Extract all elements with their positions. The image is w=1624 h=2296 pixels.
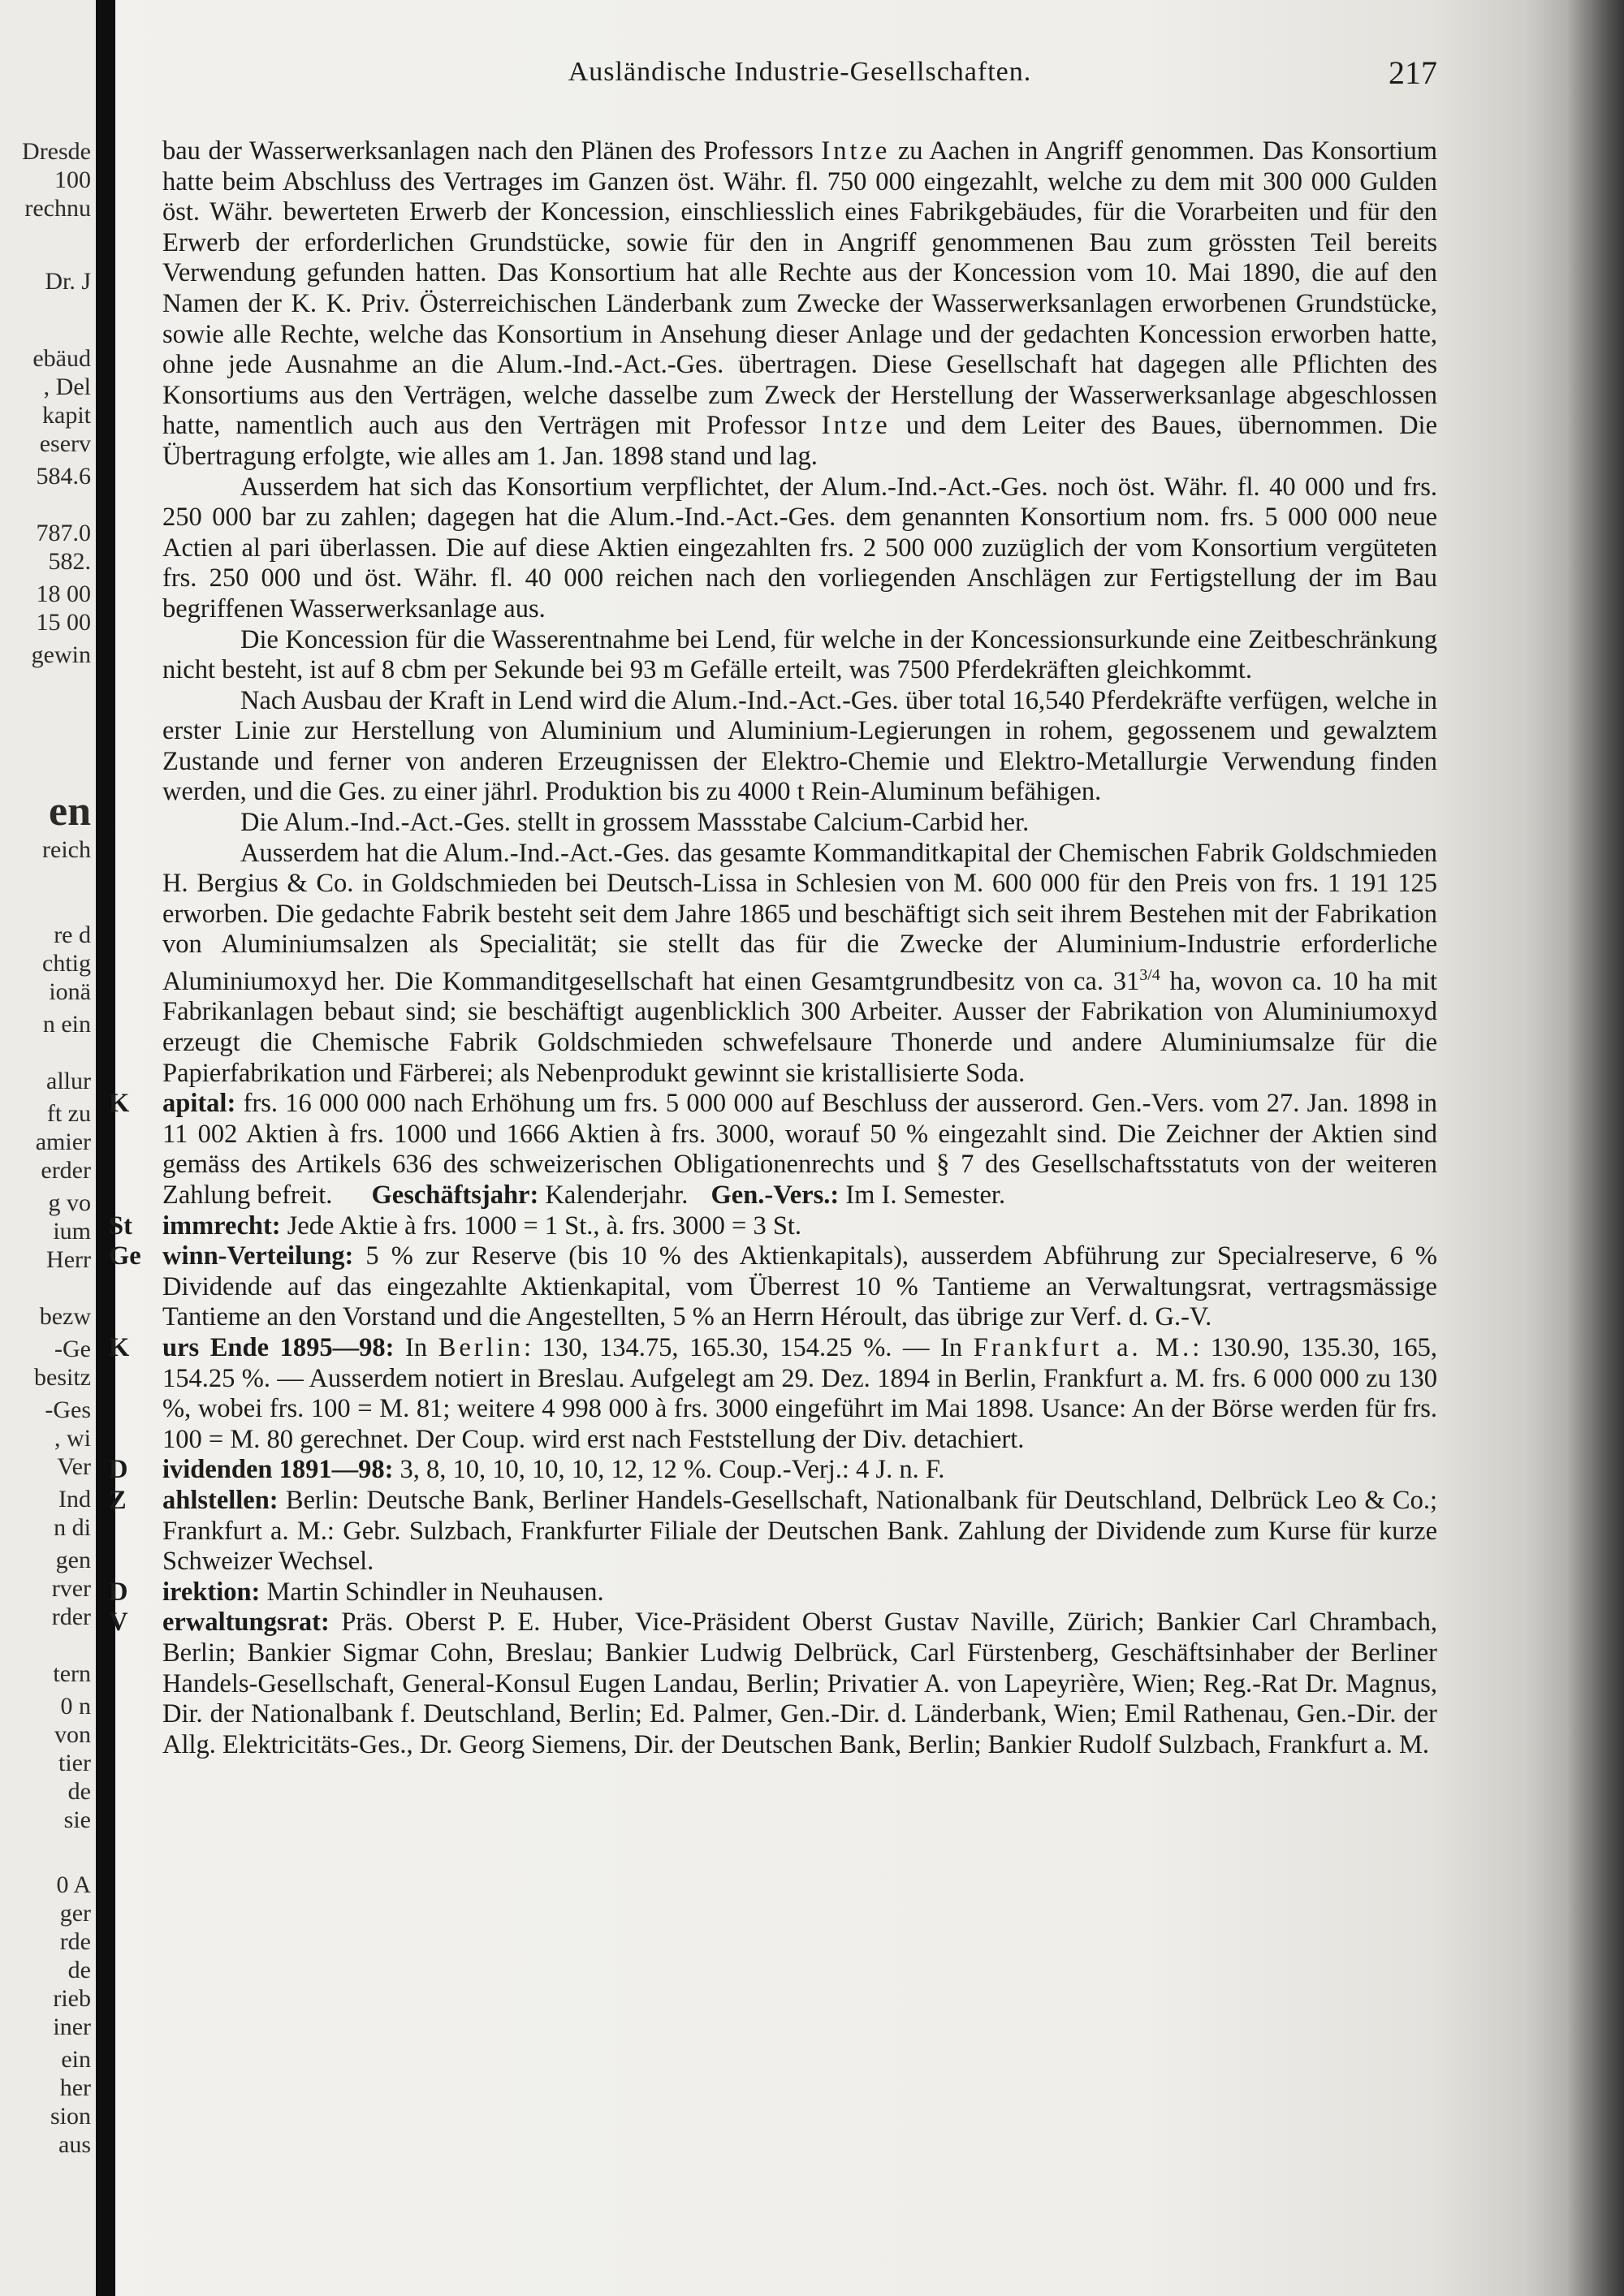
previous-page-fragment: 584.6 — [36, 463, 91, 490]
previous-page-fragment: Ver — [57, 1453, 91, 1480]
entry-label: winn-Verteilung: — [162, 1241, 354, 1271]
previous-page-fragment: erder — [41, 1157, 91, 1184]
previous-page-fragment: sion — [50, 2103, 91, 2130]
entry-dividenden: D ividenden 1891—98: 3, 8, 10, 10, 10, 10, 12, 12 %. Coup.-Verj.: 4 J. n. F. — [109, 1455, 945, 1485]
previous-page-fragment: de — [67, 1778, 91, 1805]
entry-label: immrecht: — [162, 1211, 281, 1241]
previous-page-fragment: ebäud — [32, 345, 91, 372]
previous-page-fragment: 100 — [54, 166, 91, 193]
page-edge-shadow — [1567, 0, 1624, 2296]
entry-initial: St — [109, 1211, 132, 1241]
previous-page-edge — [0, 0, 96, 2296]
previous-page-fragment: tern — [53, 1660, 91, 1687]
name-intze: Intze — [821, 411, 891, 441]
entry-initial: Z — [109, 1485, 127, 1515]
book-gutter — [96, 0, 115, 2296]
entry-label: ahlstellen: — [162, 1485, 279, 1515]
previous-page-fragment: sie — [63, 1806, 91, 1833]
previous-page-fragment: iner — [53, 2013, 91, 2040]
previous-page-fragment: 0 A — [56, 1871, 91, 1898]
entry-label: irektion: — [162, 1577, 261, 1607]
entry-initial: Ge — [109, 1241, 141, 1271]
previous-page-fragment: Ind — [58, 1486, 91, 1513]
entry-initial: K — [109, 1089, 130, 1119]
previous-page-fragment: Dr. J — [45, 268, 91, 295]
paragraph-concession: Die Koncession für die Wasserentnahme bei Lend, für welche in der Koncessionsurkunde eine Zeitbeschränkung nicht besteht, ist auf 8 cbm per Sekunde bei 93 m Gefälle erteilt, was 7500 Pferdekräften gleichkommt. — [162, 624, 1437, 685]
entry-label-genvers: Gen.-Vers.: — [710, 1180, 840, 1211]
previous-page-fragment: ft zu — [46, 1100, 91, 1127]
previous-page-fragment: rder — [51, 1603, 91, 1630]
fraction: 3/4 — [1139, 966, 1160, 985]
previous-page-fragment: 15 00 — [36, 609, 91, 636]
previous-page-fragment: rechnu — [24, 195, 91, 222]
paragraph-goldschmieden: Ausserdem hat die Alum.-Ind.-Act.-Ges. das gesamte Kommanditkapital der Chemischen Fabrik Goldschmieden H. Bergius & Co. in Goldschmieden bei Deutsch-Lissa in Schlesien von M. 600 000 für den Preis von frs. 1 191 125 erworben. Die gedachte Fabrik besteht seit dem Jahre 1865 und beschäftigt sich seit ihrem Bestehen mit der Fabrikation von Aluminiumsalzen als Specialität; sie stellt das für die Zwecke der Aluminium-Industrie erforderliche Aluminiumoxyd her. Die Kommanditgesellschaft hat einen Gesamtgrundbesitz von ca. $31^{3/4}$ ha, wovon ca. 10 ha mit Fabrikanlagen bebaut sind; sie beschäftigt augenblicklich 300 Arbeiter. Ausser der Fabrikation von Aluminiumoxyd erzeugt die Chemische Fabrik Goldschmieden schwefelsaure Thonerde und andere Aluminiumsalze für die Papierfabrikation und Färberei; als Nebenprodukt gewinnt sie kristallisierte Soda. — [162, 838, 1438, 1088]
entry-label: urs Ende 1895—98: — [162, 1332, 395, 1362]
previous-page-fragment: besitz — [34, 1364, 91, 1391]
city-frankfurt: Frankfurt a. M. — [973, 1332, 1193, 1362]
entry-initial: D — [109, 1455, 128, 1485]
previous-page-fragment: 0 n — [60, 1693, 91, 1720]
previous-page-fragment: allur — [46, 1068, 91, 1094]
paragraph-consortium: Ausserdem hat sich das Konsortium verpflichtet, der Alum.-Ind.-Act.-Ges. noch öst. Währ. fl. 40 000 und frs. 250 000 bar zu zahlen; dagegen hat die Alum.-Ind.-Act.-Ges. dem genannten Konsortium nom. frs. 5 000 000 neue Actien al pari überlassen. Die auf diese Aktien eingezahlten frs. 2 500 000 zuzüglich der vom Konsortium vergüteten frs. 250 000 und öst. Währ. fl. 40 000 reichen nach den vorliegenden Anschlägen zur Fertigstellung der im Bau begriffenen Wasserwerksanlage aus. — [162, 472, 1437, 624]
entry-label: ividenden 1891—98: — [162, 1455, 394, 1485]
previous-page-fragment: 582. — [48, 548, 91, 575]
previous-page-fragment: kapit — [42, 402, 91, 429]
entry-direktion: D irektion: Martin Schindler in Neuhausen. — [109, 1577, 604, 1607]
previous-page-fragment: , Del — [43, 373, 91, 400]
previous-page-fragment: chtig — [42, 950, 91, 977]
previous-page-fragment: bezw — [39, 1303, 91, 1330]
previous-page-fragment: ionä — [49, 978, 91, 1005]
previous-page-fragment: aus — [58, 2131, 91, 2158]
entry-kapital: K apital: frs. 16 000 000 nach Erhöhung um frs. 5 000 000 auf Beschluss der ausserord. Gen.-Vers. vom 27. Jan. 1898 in 11 002 Aktien à frs. 1000 und 1666 Aktien à frs. 3000, worauf 50 % eingezahlt sind. Die Zeichner der Aktien sind gemäss des Artikels 636 des schweizerischen Obligationenrechts und § 7 des Gesellschaftsstatuts von der weiteren Zahlung befreit. Geschäftsjahr: Kalenderjahr. Gen.-Vers.: Im I. Semester. — [109, 1089, 1437, 1211]
previous-page-fragment: -Ges — [45, 1396, 91, 1423]
previous-page-fragment: n di — [54, 1514, 91, 1541]
page-number: 217 — [1389, 54, 1437, 91]
previous-page-fragment: Herr — [46, 1246, 91, 1273]
entry-stimmrecht: St immrecht: Jede Aktie à frs. 1000 = 1 St., à. frs. 3000 = 3 St. — [109, 1211, 802, 1241]
previous-page-fragment: , wi — [54, 1425, 91, 1452]
previous-page-fragment: en — [49, 788, 91, 835]
entry-label: apital: — [162, 1089, 236, 1119]
entry-label: erwaltungsrat: — [162, 1608, 330, 1638]
previous-page-fragment: n ein — [42, 1011, 91, 1038]
name-intze: Intze — [821, 136, 891, 166]
city-berlin: Berlin — [438, 1332, 524, 1362]
previous-page-fragment: rver — [51, 1575, 91, 1602]
previous-page-fragment: ium — [53, 1218, 91, 1245]
previous-page-fragment: 787.0 — [36, 520, 91, 546]
page-header — [162, 54, 1437, 97]
previous-page-fragment: ger — [59, 1900, 91, 1927]
previous-page-fragment: eserv — [39, 430, 91, 457]
previous-page-fragment: rieb — [53, 1985, 91, 2012]
entry-gewinn-verteilung: Ge winn-Verteilung: 5 % zur Reserve (bis 10 % des Aktienkapitals), ausserdem Abführung zur Specialreserve, 6 % Dividende auf das eingezahlte Aktienkapital, vom Überrest 10 % Tantieme an Verwaltungsrat, vertragsmässige Tantieme an den Vorstand und die Angestellten, 5 % an Herrn Héroult, das übrige zur Verf. d. G.-V. — [109, 1241, 1437, 1332]
previous-page-fragment: gen — [55, 1547, 91, 1573]
running-title: Ausländische Industrie-Gesellschaften. — [568, 57, 1032, 87]
previous-page-fragment: rde — [59, 1928, 91, 1955]
previous-page-fragment: -Ge — [54, 1336, 91, 1362]
previous-page-fragment: Dresde — [22, 138, 91, 165]
entry-zahlstellen: Z ahlstellen: Berlin: Deutsche Bank, Berliner Handels-Gesellschaft, Nationalbank für Deutschland, Delbrück Leo & Co.; Frankfurt a. M.: Gebr. Sulzbach, Frankfurter Filiale der Deutschen Bank. Zahlung der Dividende zum Kurse für kurze Schweizer Wechsel. — [109, 1485, 1437, 1577]
previous-page-fragment: reich — [42, 836, 91, 863]
paragraph-capacity: Nach Ausbau der Kraft in Lend wird die Alum.-Ind.-Act.-Ges. über total 16,540 Pferdekräfte verfügen, welche in erster Linie zur Herstellung von Aluminium und Aluminium-Legierungen in rohem, gegossenem und gewalztem Zustande und ferner von anderen Erzeugnissen der Elektro-Chemie und Elektro-Metallurgie Verwendung finden werden, und die Ges. zu einer jährl. Produktion bis zu 4000 t Rein-Aluminum befähigen. — [162, 685, 1437, 807]
previous-page-fragment: gewin — [31, 641, 91, 668]
previous-page-fragment: tier — [58, 1750, 91, 1776]
previous-page-fragment: g vo — [48, 1189, 91, 1216]
entry-label-geschaeftsjahr: Geschäftsjahr: — [371, 1180, 539, 1211]
previous-page-fragment: re d — [54, 921, 91, 948]
entry-initial: D — [109, 1577, 128, 1607]
previous-page-fragment: amier — [35, 1129, 91, 1155]
paragraph-carbide: Die Alum.-Ind.-Act.-Ges. stellt in grossem Massstabe Calcium-Carbid her. — [240, 808, 1030, 838]
entry-initial: V — [109, 1608, 128, 1638]
entry-kurs: K urs Ende 1895—98: In Berlin: 130, 134.75, 165.30, 154.25 %. — In Frankfurt a. M.: 130.90, 135.30, 165, 154.25 %. — Ausserdem notiert in Breslau. Aufgelegt am 29. Dez. 1894 in Berlin, Frankfurt a. M. frs. 6 000 000 zu 130 %, wobei frs. 100 = M. 81; weitere 4 998 000 à frs. 3000 eingeführt im Mai 1898. Usance: An der Börse werden für frs. 100 = M. 80 gerechnet. Der Coup. wird erst nach Feststellung der Div. detachiert. — [109, 1332, 1437, 1454]
paragraph-waterworks: bau der Wasserwerksanlagen nach den Plänen des Professors Intze zu Aachen in Angriff genommen. Das Konsortium hatte beim Abschluss des Vertrages im Ganzen öst. Währ. fl. 750 000 eingezahlt, welche zu dem mit 300 000 Gulden öst. Währ. bewerteten Erwerb der Koncession, einschliesslich eines Fabrikgebäudes, für die Vorarbeiten und für den Erwerb der erforderlichen Grundstücke, sowie für den in Angriff genommenen Bau zum grössten Teil bereits Verwendung gefunden hatten. Das Konsortium hat alle Rechte aus der Koncession vom 10. Mai 1890, die auf den Namen der K. K. Priv. Österreichischen Länderbank zum Zwecke der Wasserwerksanlagen erworbenen Grundstücke, sowie alle Rechte, welche das Konsortium in Ansehung dieser Anlage und der gedachten Koncession erworben hatte, ohne jede Ausnahme an die Alum.-Ind.-Act.-Ges. übertragen. Diese Gesellschaft hat dagegen alle Pflichten des Konsortiums aus den Verträgen, welche dasselbe zum Zweck der Herstellung der Wasserwerksanlage abgeschlossen hatte, namentlich auch aus den Verträgen mit Professor Intze und dem Leiter des Baues, übernommen. Die Übertragung erfolgte, wie alles am 1. Jan. 1898 stand und lag. — [162, 136, 1438, 471]
previous-page-fragment: 18 00 — [36, 580, 91, 607]
page-body — [109, 136, 1438, 1760]
entry-verwaltungsrat: V erwaltungsrat: Präs. Oberst P. E. Huber, Vice-Präsident Oberst Gustav Naville, Zürich; Bankier Carl Chrambach, Berlin; Bankier Sigmar Cohn, Breslau; Bankier Ludwig Delbrück, Carl Fürstenberg, Geschäftsinhaber der Berliner Handels-Gesellschaft, General-Konsul Eugen Landau, Berlin; Privatier A. von Lapeyrière, Wien; Reg.-Rat Dr. Magnus, Dir. der Nationalbank f. Deutschland, Berlin; Ed. Palmer, Gen.-Dir. d. Länderbank, Wien; Emil Rathenau, Gen.-Dir. der Allg. Elektricitäts-Ges., Dr. Georg Siemens, Dir. der Deutschen Bank, Berlin; Bankier Rudolf Sulzbach, Frankfurt a. M. — [109, 1608, 1437, 1759]
previous-page-fragment: her — [59, 2074, 91, 2101]
entry-initial: K — [109, 1332, 130, 1362]
previous-page-fragment: von — [54, 1721, 91, 1748]
previous-page-fragment: de — [67, 1957, 91, 1983]
previous-page-fragment: ein — [61, 2046, 91, 2073]
